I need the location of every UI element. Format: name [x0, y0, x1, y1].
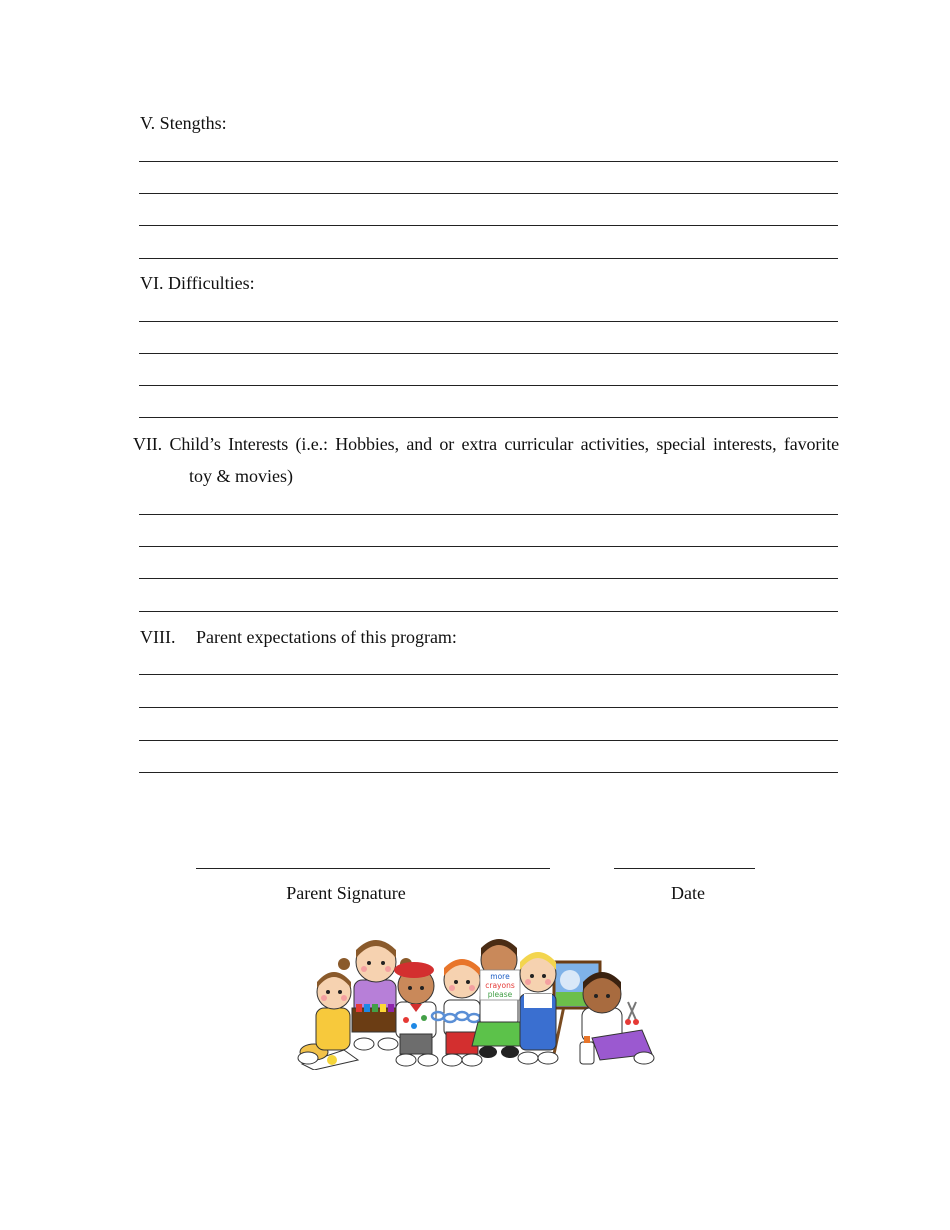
- answer-line[interactable]: [139, 772, 838, 773]
- answer-line[interactable]: [139, 161, 838, 162]
- answer-line[interactable]: [139, 740, 838, 741]
- answer-line[interactable]: [139, 707, 838, 708]
- section-vii-heading-line2: toy & movies): [189, 466, 293, 486]
- answer-line[interactable]: [139, 546, 838, 547]
- answer-line[interactable]: [139, 258, 838, 259]
- answer-line[interactable]: [139, 674, 838, 675]
- answer-line[interactable]: [139, 417, 838, 418]
- answer-line[interactable]: [139, 611, 838, 612]
- answer-line[interactable]: [139, 225, 838, 226]
- answer-line[interactable]: [139, 193, 838, 194]
- parent-signature-line[interactable]: [196, 868, 550, 869]
- svg-text:crayons: crayons: [485, 981, 515, 990]
- date-line[interactable]: [614, 868, 755, 869]
- answer-line[interactable]: [139, 385, 838, 386]
- answer-line[interactable]: [139, 321, 838, 322]
- answer-line[interactable]: [139, 578, 838, 579]
- svg-text:more: more: [490, 972, 510, 981]
- section-v-heading: V. Stengths:: [140, 113, 227, 133]
- section-vi-heading: VI. Difficulties:: [140, 273, 255, 293]
- section-viii-heading: Parent expectations of this program:: [196, 627, 457, 647]
- section-vii-heading-line1: VII. Child’s Interests (i.e.: Hobbies, and or extra curricular activities, special interests, favorite: [133, 434, 839, 454]
- answer-line[interactable]: [139, 353, 838, 354]
- children-crafts-clipart-icon: [292, 936, 658, 1070]
- date-label: Date: [671, 883, 705, 903]
- parent-signature-label: Parent Signature: [286, 883, 406, 903]
- section-viii-numeral: VIII.: [140, 627, 176, 647]
- svg-text:please: please: [487, 990, 513, 999]
- answer-line[interactable]: [139, 514, 838, 515]
